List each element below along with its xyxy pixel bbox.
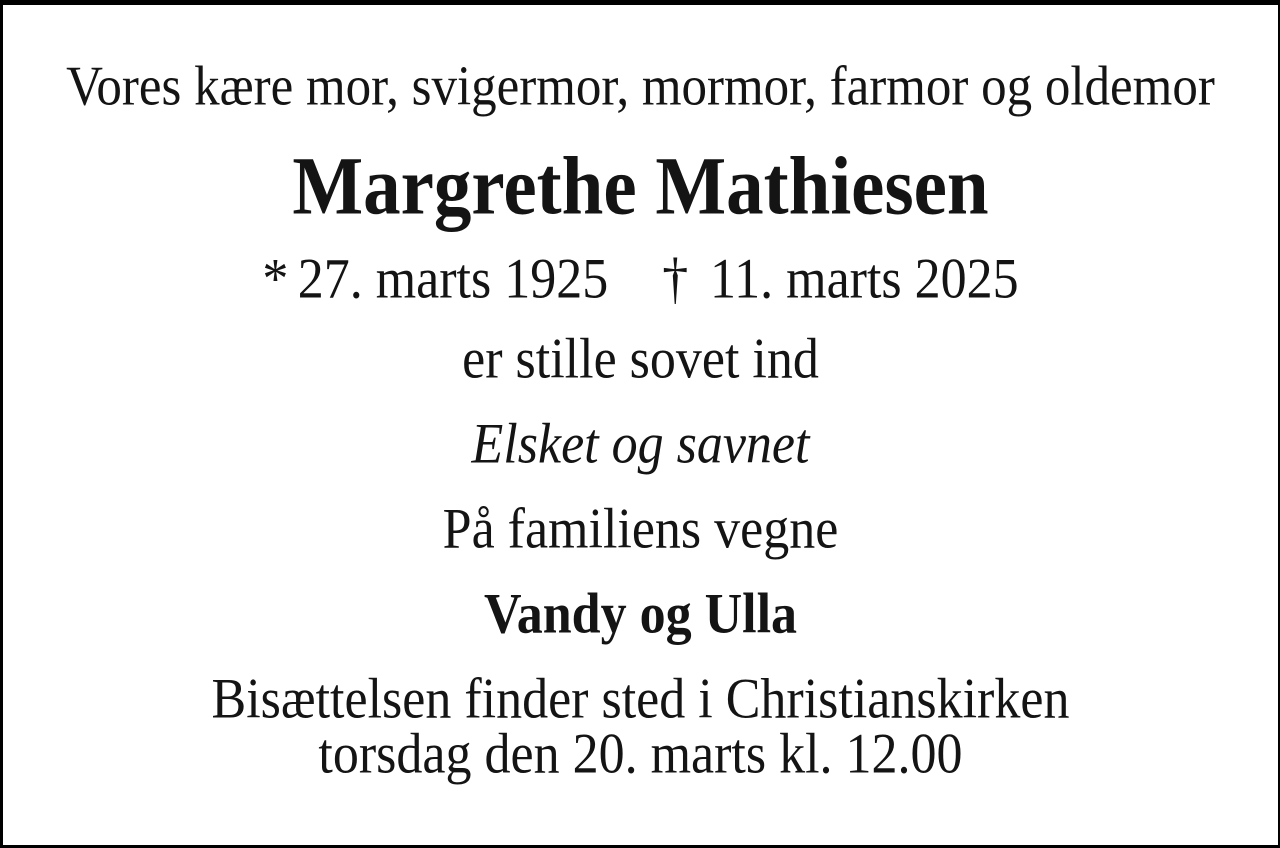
- ceremony-line-1-text: Bisættelsen finder sted i Christianskirken: [211, 668, 1070, 731]
- family-names-text: Vandy og Ulla: [483, 583, 798, 646]
- relation-line: [3, 58, 1278, 116]
- tribute-text: Elsket og savnet: [471, 413, 810, 476]
- behalf-line: [3, 498, 1278, 561]
- life-dates: [3, 248, 1278, 311]
- ceremony-line-2: [3, 723, 1278, 786]
- ceremony-line-2-text: torsdag den 20. marts kl. 12.00: [318, 723, 963, 786]
- deceased-name-text: Margrethe Mathiesen: [292, 140, 989, 233]
- passing-text: er stille sovet ind: [462, 328, 819, 391]
- tribute-line: [3, 413, 1278, 476]
- relation-text: Vores kære mor, svigermor, mormor, farmor og oldemor: [66, 56, 1215, 118]
- died-date-text: 11. marts 2025: [710, 248, 1019, 311]
- born-date-text: 27. marts 1925: [297, 248, 609, 311]
- deceased-name: [3, 140, 1278, 233]
- death-date: [662, 248, 1018, 312]
- born-symbol: *: [262, 248, 289, 311]
- died-cross-symbol: †: [662, 248, 689, 311]
- birth-date: [262, 248, 608, 312]
- passing-line: [3, 328, 1278, 391]
- behalf-text: På familiens vegne: [442, 498, 839, 561]
- family-names: [3, 583, 1278, 646]
- ceremony-line-1: [3, 668, 1278, 731]
